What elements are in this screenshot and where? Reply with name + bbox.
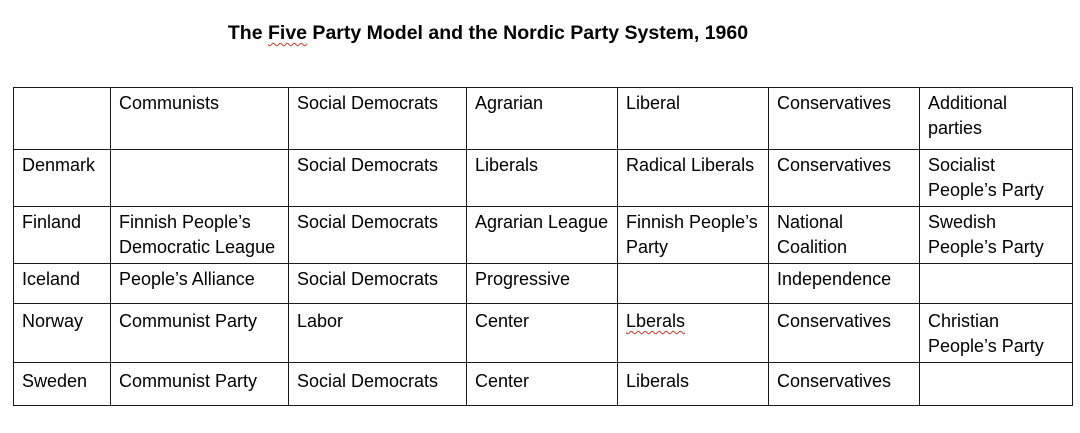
header-cell-agrarian: Agrarian xyxy=(467,88,618,150)
table-cell xyxy=(920,363,1073,406)
spellcheck-word: Lberals xyxy=(626,311,686,331)
header-cell-communists: Communists xyxy=(111,88,289,150)
table-cell: Conservatives xyxy=(769,363,920,406)
header-cell-liberal: Liberal xyxy=(618,88,769,150)
table-cell xyxy=(111,150,289,207)
header-row xyxy=(14,88,1073,150)
table-cell: Social Democrats xyxy=(289,207,467,264)
table-cell: Agrarian League xyxy=(467,207,618,264)
table-cell: Center xyxy=(467,304,618,363)
table-cell: Liberals xyxy=(618,363,769,406)
table-cell: Center xyxy=(467,363,618,406)
header-cell-additional-parties: Additional parties xyxy=(920,88,1073,150)
title-suffix: Party Model and the Nordic Party System, 1960 xyxy=(307,22,749,44)
table-cell: Communist Party xyxy=(111,363,289,406)
table-cell xyxy=(920,264,1073,304)
table-row-iceland xyxy=(14,264,1073,304)
header-cell-social-democrats: Social Democrats xyxy=(289,88,467,150)
table-cell xyxy=(618,304,769,363)
table-row-finland xyxy=(14,207,1073,264)
header-cell-conservatives: Conservatives xyxy=(769,88,920,150)
title-prefix: The xyxy=(227,22,268,44)
page-title xyxy=(0,22,976,45)
table-row-sweden xyxy=(14,363,1073,406)
country-cell: Denmark xyxy=(14,150,111,207)
table-cell: People’s Alliance xyxy=(111,264,289,304)
table-cell: Progressive xyxy=(467,264,618,304)
table-row-denmark xyxy=(14,150,1073,207)
table-cell: Social Democrats xyxy=(289,264,467,304)
table-cell: Conservatives xyxy=(769,304,920,363)
table-cell: Conservatives xyxy=(769,150,920,207)
party-table xyxy=(13,87,1073,406)
table-cell: Christian People’s Party xyxy=(920,304,1073,363)
table-cell: Social Democrats xyxy=(289,150,467,207)
title-spellcheck-word: Five xyxy=(267,22,308,44)
table-cell: National Coalition xyxy=(769,207,920,264)
table-cell: Liberals xyxy=(467,150,618,207)
table-cell: Radical Liberals xyxy=(618,150,769,207)
table-cell: Communist Party xyxy=(111,304,289,363)
table-cell: Social Democrats xyxy=(289,363,467,406)
table-cell: Finnish People’s Democratic League xyxy=(111,207,289,264)
country-cell: Sweden xyxy=(14,363,111,406)
country-cell: Finland xyxy=(14,207,111,264)
country-cell: Iceland xyxy=(14,264,111,304)
header-cell-corner xyxy=(14,88,111,150)
table-cell: Labor xyxy=(289,304,467,363)
table-cell xyxy=(618,264,769,304)
table-cell: Independence xyxy=(769,264,920,304)
table-cell: Finnish People’s Party xyxy=(618,207,769,264)
table-cell: Socialist People’s Party xyxy=(920,150,1073,207)
country-cell: Norway xyxy=(14,304,111,363)
table-row-norway xyxy=(14,304,1073,363)
table-cell: Swedish People’s Party xyxy=(920,207,1073,264)
